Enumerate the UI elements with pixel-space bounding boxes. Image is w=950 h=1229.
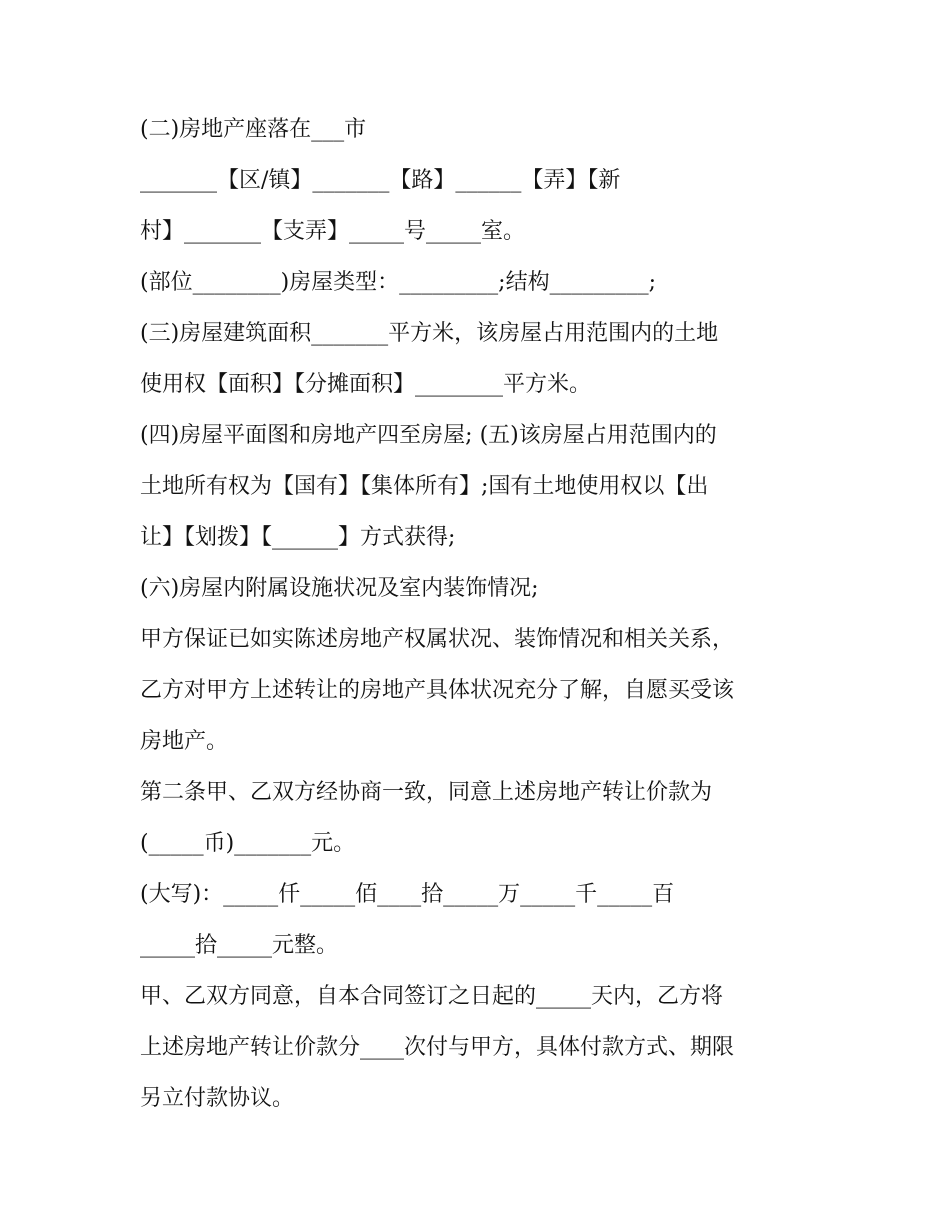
text-line: 甲方保证已如实陈述房地产权属状况、装饰情况和相关关系， xyxy=(140,627,735,652)
text-line: 房地产。 xyxy=(140,729,229,754)
text-line: (_____币)_______元。 xyxy=(140,831,356,856)
text-line: _______【区/镇】_______【路】______【弄】【新 xyxy=(140,168,621,193)
text-line: 第二条甲、乙双方经协商一致，同意上述房地产转让价款为 xyxy=(140,780,713,805)
text-line: 让】【划拨】【______】方式获得; xyxy=(140,525,456,550)
text-line: (四)房屋平面图和房地产四至房屋; (五)该房屋占用范围内的 xyxy=(140,423,717,448)
text-line: _____拾_____元整。 xyxy=(140,933,339,958)
text-line: 另立付款协议。 xyxy=(140,1086,295,1111)
text-line: 土地所有权为【国有】【集体所有】;国有土地使用权以【出 xyxy=(140,474,709,499)
text-line: (部位________)房屋类型：_________;结构_________; xyxy=(140,270,656,295)
text-line: 村】_______【支弄】_____号_____室。 xyxy=(140,219,526,244)
text-line: 甲、乙双方同意，自本合同签订之日起的_____天内，乙方将 xyxy=(140,984,724,1009)
text-line: 上述房地产转让价款分____次付与甲方，具体付款方式、期限 xyxy=(140,1035,735,1060)
text-line: (大写)：_____仟_____佰____拾_____万_____千_____百 xyxy=(140,882,675,907)
text-line: (三)房屋建筑面积_______平方米，该房屋占用范围内的土地 xyxy=(140,321,719,346)
text-line: (六)房屋内附属设施状况及室内装饰情况; xyxy=(140,576,539,601)
text-line: (二)房地产座落在___市 xyxy=(140,117,367,142)
document-body xyxy=(140,104,820,1124)
text-line: 使用权【面积】【分摊面积】________平方米。 xyxy=(140,372,592,397)
text-line: 乙方对甲方上述转让的房地产具体状况充分了解，自愿买受该 xyxy=(140,678,735,703)
